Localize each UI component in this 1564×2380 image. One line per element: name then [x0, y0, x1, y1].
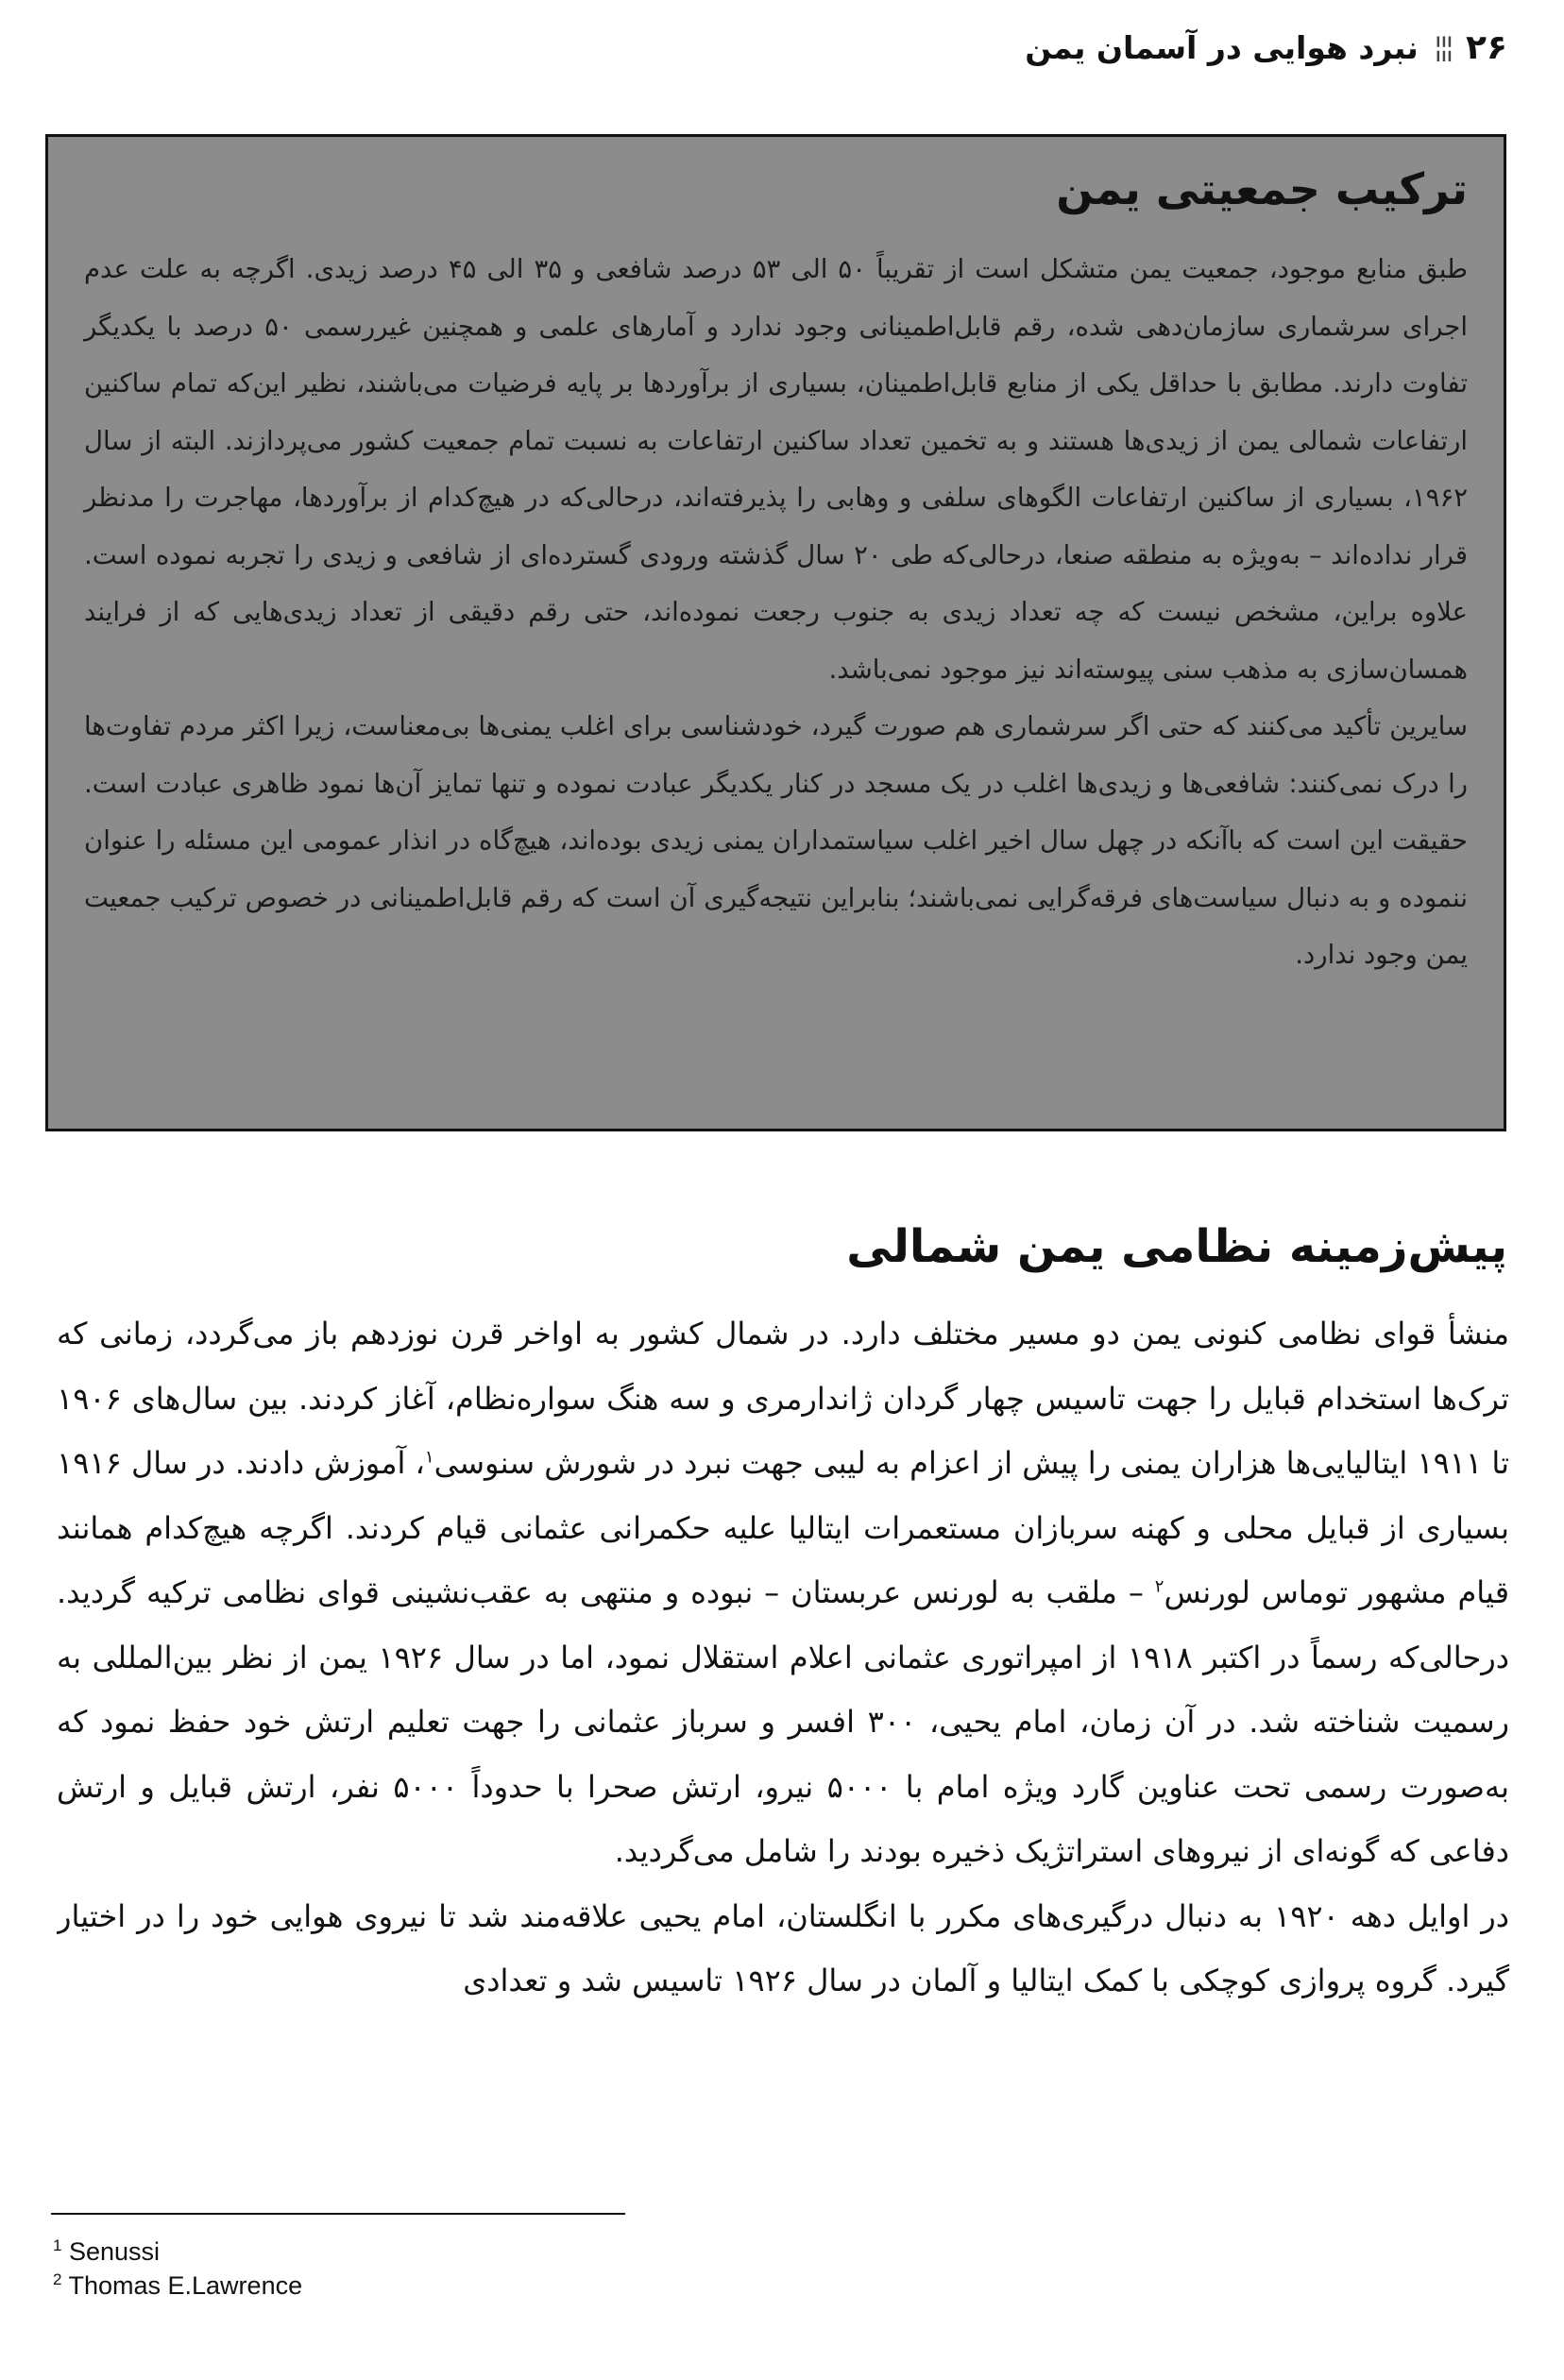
- footnote-text: Thomas E.Lawrence: [68, 2271, 303, 2300]
- box-title: ترکیب جمعیتی یمن: [1056, 163, 1468, 214]
- box-paragraph-2: سایرین تأکید می‌کنند که حتی اگر سرشماری هم صورت گیرد، خودشناسی برای اغلب یمنی‌ها بی‌معناست، زیرا اکثر مردم تفاوت‌ها را درک نمی‌کنند: شافعی‌ها و زیدی‌ها اغلب در یک مسجد در کنار یکدیگر عبادت نموده و تنها تمایز آن‌ها نمود ظاهری عبادت است. حقیقت این است که باآنکه در چهل سال اخیر اغلب سیاستمداران یمنی زیدی بوده‌اند، هیچ‌گاه در انذار عمومی این مسئله را عنوان ننموده و به دنبال سیاست‌های فرقه‌گرایی نمی‌باشند؛ بنابراین نتیجه‌گیری آن است که رقم قابل‌اطمینانی در خصوص ترکیب جمعیت یمن وجود ندارد.: [84, 711, 1468, 970]
- p1-part-1: منشأ قوای نظامی کنونی یمن دو مسیر مختلف دارد. در شمال کشور به اواخر قرن نوزدهم باز می‌گردد، زمانی که ترک‌ها استخدام قبایل را جهت تاسیس چهار گردان ژاندارمری و سه هنگ سواره‌نظام، آغاز کردند. بین سال‌های ۱۹۰۶ تا ۱۹۱۱ ایتالیایی‌ها هزاران یمنی را پیش از اعزام به لیبی جهت نبرد در شورش سنوسی: [57, 1316, 1509, 1481]
- footnote-ref-1[interactable]: ۱: [424, 1447, 434, 1468]
- footnote-2: [53, 2269, 302, 2303]
- footnote-number: 2: [53, 2270, 62, 2288]
- body-paragraph-1: [57, 1301, 1509, 1884]
- box-paragraph-1: طبق منابع موجود، جمعیت یمن متشکل است از تقریباً ۵۰ الی ۵۳ درصد شافعی و ۳۵ الی ۴۵ درصد زیدی. اگرچه به علت عدم اجرای سرشماری سازمان‌دهی شده، رقم قابل‌اطمینانی وجود ندارد و آمارهای علمی و همچنین غیررسمی ۵۰ درصد با یکدیگر تفاوت دارند. مطابق با حداقل یکی از منابع قابل‌اطمینان، بسیاری از برآوردها بر پایه فرضیات می‌باشند، نظیر این‌که تمام ساکنین ارتفاعات شمالی یمن از زیدی‌ها هستند و به تخمین تعداد ساکنین ارتفاعات به نسبت تمام جمعیت کشور می‌پردازند. البته از سال ۱۹۶۲، بسیاری از ساکنین ارتفاعات الگوهای سلفی و وهابی را پذیرفته‌اند، درحالی‌که در هیچ‌کدام از برآوردها، مهاجرت را مدنظر قرار نداده‌اند – به‌ویژه به منطقه صنعا، درحالی‌که طی ۲۰ سال گذشته ورودی گسترده‌ای از شافعی و زیدی را تجربه نموده است. علاوه براین، مشخص نیست که چه تعداد زیدی به جنوب رجعت نموده‌اند، حتی رقم دقیقی از تعداد زیدی‌هایی که از فرایند همسان‌سازی به مذهب سنی پیوسته‌اند نیز موجود نمی‌باشد.: [84, 254, 1468, 685]
- p1-part-2: ، آموزش دادند. در سال ۱۹۱۶ بسیاری از قبایل محلی و کهنه سربازان مستعمرات ایتالیا علیه حکمرانی عثمانی قیام کردند. اگرچه هیچ‌کدام همانند قیام مشهور توماس لورنس: [57, 1445, 1509, 1610]
- header-separator: ¦¦¦: [1433, 30, 1452, 64]
- running-title: نبرد هوایی در آسمان یمن: [1025, 28, 1419, 66]
- page-number: ۲۶: [1466, 27, 1507, 67]
- section-title: پیش‌زمینه نظامی یمن شمالی: [846, 1220, 1507, 1273]
- sidebar-box: [45, 134, 1506, 1131]
- p1-part-3: – ملقب به لورنس عربستان – نبوده و منتهی به عقب‌نشینی قوای نظامی ترکیه گردید. درحالی‌که رسماً در اکتبر ۱۹۱۸ از امپراتوری عثمانی اعلام استقلال نمود، اما در سال ۱۹۲۶ یمن از نظر بین‌المللی به رسمیت شناخته شد. در آن زمان، امام یحیی، ۳۰۰ افسر و سرباز عثمانی را جهت تعلیم ارتش خود حفظ نمود که به‌صورت رسمی تحت عناوین گارد ویژه امام با ۵۰۰۰ نیرو، ارتش صحرا با حدوداً ۵۰۰۰ نفر، ارتش قبایل و ارتش دفاعی که گونه‌ای از نیروهای استراتژیک ذخیره بودند را شامل می‌گردید.: [57, 1574, 1509, 1869]
- body-text: [57, 1301, 1509, 2151]
- body-paragraph-2: در اوایل دهه ۱۹۲۰ به دنبال درگیری‌های مکرر با انگلستان، امام یحیی علاقه‌مند شد تا نیروی هوایی خود را در اختیار گیرد. گروه پروازی کوچکی با کمک ایتالیا و آلمان در سال ۱۹۲۶ تاسیس شد و تعدادی: [57, 1897, 1509, 1998]
- footnote-1: [53, 2235, 302, 2269]
- footnote-divider: [51, 2213, 625, 2215]
- footnote-number: 1: [53, 2236, 62, 2254]
- running-header: [57, 21, 1507, 74]
- footnotes: [53, 2235, 302, 2303]
- footnote-text: Senussi: [68, 2237, 161, 2266]
- footnote-ref-2[interactable]: ۲: [1154, 1576, 1164, 1597]
